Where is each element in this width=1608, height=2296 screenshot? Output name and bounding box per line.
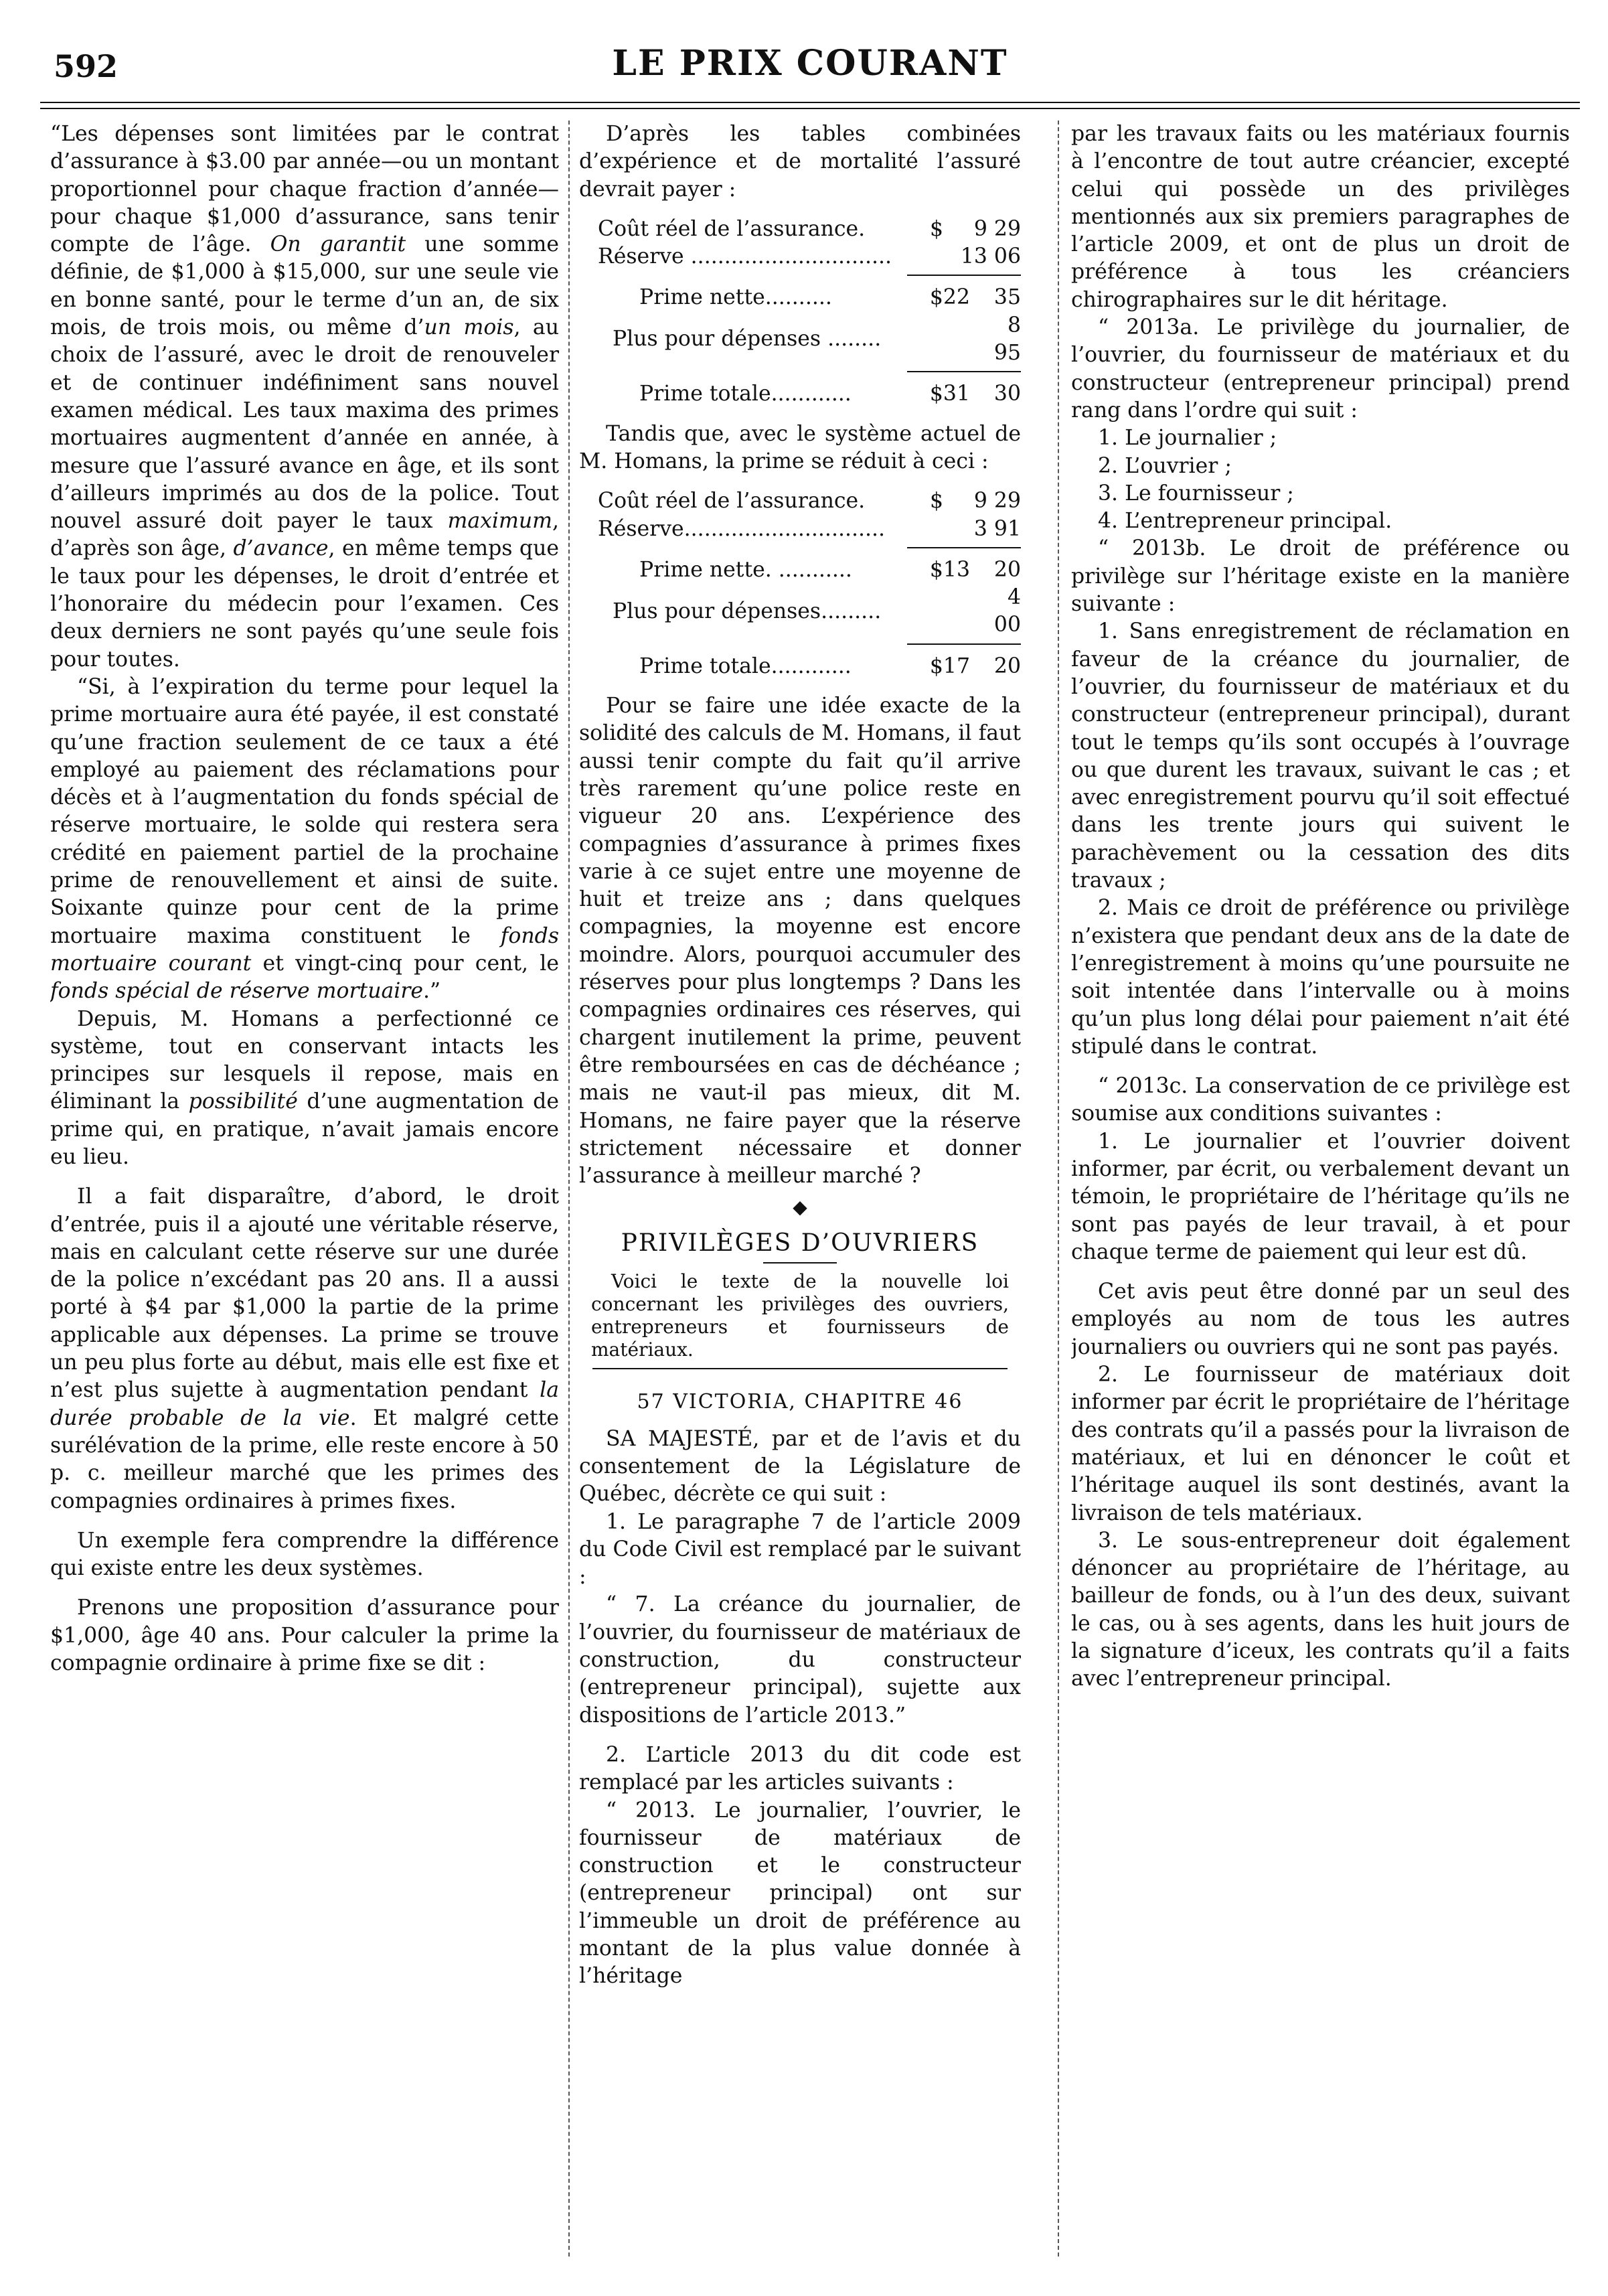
table-row: Prime totale............ $17 20 xyxy=(639,654,1021,678)
sum-rule xyxy=(907,547,1021,548)
page-header xyxy=(54,40,1566,100)
table-row: Coût réel de l’assurance. $ 9 29 xyxy=(598,216,1021,241)
paragraph: Prenons une proposition d’assurance pour $1,000, âge 40 ans. Pour calculer la prime la compagnie ordinaire à prime fixe se dit : xyxy=(50,1596,559,1676)
page-number: 592 xyxy=(54,48,118,84)
paragraph: D’après les tables combinées d’expérience et de mortalité l’assuré devrait payer : xyxy=(579,122,1021,202)
header-rule xyxy=(40,102,1580,109)
sum-rule xyxy=(907,643,1021,645)
paragraph: 3. Le sous-entrepreneur doit également dénoncer au propriétaire de l’héritage, au bailleur de fonds, ou à l’un des deux, suivant le cas, ou à ses agents, dans les huit jours de la signature d’iceux, les contrats qu’il a faits avec l’entrepreneur principal. xyxy=(1071,1528,1570,1691)
paragraph: 2. Mais ce droit de préférence ou privilège n’existera que pendant deux ans de la date de l’enregistrement à moins qu’une poursuite ne soit intentée dans l’intervalle ou à moins qu’un plus long délai pour paiement n’ait été stipulé dans le contrat. xyxy=(1071,896,1570,1059)
section-title: PRIVILÈGES D’OUVRIERS xyxy=(621,1229,979,1257)
paragraph: “ 2013. Le journalier, l’ouvrier, le fournisseur de matériaux de construction et le constructeur (entrepreneur principal) ont sur l’immeuble un droit de préférence au montant de la plus value donnée à l’héritage xyxy=(579,1798,1021,1989)
paragraph: 1. Le journalier et l’ouvrier doivent informer, par écrit, ou verbalement devant un témoin, le propriétaire de l’héritage qu’ils ne sont pas payés de leur travail, à et pour chaque terme de paiement qui leur est dû. xyxy=(1071,1129,1570,1264)
paragraph: “ 7. La créance du journalier, de l’ouvrier, du fournisseur de matériaux de construction, du constructeur (entrepreneur principal), sujette aux dispositions de l’article 2013.” xyxy=(579,1592,1021,1728)
ornament-divider: ◆ xyxy=(793,1196,807,1219)
list-item: 2. L’ouvrier ; xyxy=(1098,453,1232,478)
statute-rule xyxy=(592,1368,1008,1369)
paragraph: “ 2013b. Le droit de préférence ou privilège sur l’héritage existe en la manière suivante : xyxy=(1071,536,1570,617)
table-row: Plus pour dépenses......... 4 00 xyxy=(613,585,1021,637)
table-row: Prime totale............ $31 30 xyxy=(639,382,1021,406)
paragraph: 1. Sans enregistrement de réclamation en faveur de la créance du journalier, de l’ouvrier, du fournisseur de matériaux et du constructeur (entrepreneur principal), durant tout le temps qu’ils sont occupés à l’ouvrage ou que durent les travaux, suivant le cas ; et avec enregistrement pourvu qu’il soit effectué dans les trente jours qui suivent le parachèvement ou la cessation des dits travaux ; xyxy=(1071,619,1570,893)
paragraph: Un exemple fera comprendre la différence qui existe entre les deux systèmes. xyxy=(50,1528,559,1581)
sum-rule xyxy=(907,275,1021,276)
table-row: Plus pour dépenses ........ 8 95 xyxy=(613,313,1021,366)
statute-heading: 57 VICTORIA, CHAPITRE 46 xyxy=(637,1390,963,1414)
paragraph: Tandis que, avec le système actuel de M. Homans, la prime se réduit à ceci : xyxy=(579,421,1021,473)
paragraph: “ 2013c. La conservation de ce privilège est soumise aux conditions suivantes : xyxy=(1071,1074,1570,1126)
table-row: Réserve .............................. 13 06 xyxy=(598,244,1021,269)
paragraph: par les travaux faits ou les matériaux fournis à l’encontre de tout autre créancier, excepté celui qui possède un des privilèges mentionnés aux six premiers paragraphes de l’article 2009, et ont de plus un droit de préférence à tous les créanciers chirographaires sur le dit héritage. xyxy=(1071,122,1570,312)
column-1 xyxy=(50,121,559,2263)
premium-table-homans xyxy=(579,487,1021,543)
column-divider xyxy=(568,121,570,2256)
column-2 xyxy=(579,121,1021,2263)
paragraph: “ 2013a. Le privilège du journalier, de l’ouvrier, du fournisseur de matériaux et du constructeur (entrepreneur principal) prend rang dans l’ordre qui suit : xyxy=(1071,315,1570,423)
column-divider xyxy=(1058,121,1059,2256)
premium-table-homans-net xyxy=(579,556,1021,639)
table-row: Prime nette. ........... $13 20 xyxy=(639,557,1021,582)
paragraph: 2. L’article 2013 du dit code est remplacé par les articles suivants : xyxy=(579,1742,1021,1795)
paragraph: 1. Le paragraphe 7 de l’article 2009 du Code Civil est remplacé par le suivant : xyxy=(579,1509,1021,1590)
paragraph: Il a fait disparaître, d’abord, le droit d’entrée, puis il a ajouté une véritable réserve, mais en calculant cette réserve sur une durée de la police n’excédant pas 20 ans. Il a aussi porté à $4 par $1,000 la partie de la prime applicable aux dépenses. La prime se trouve un peu plus forte au début, mais elle est fixe et n’est plus sujette à augmentation pendant la durée probable de la vie. Et malgré cette surélévation de la prime, elle reste encore à 50 p. c. meilleur marché que les primes des compagnies ordinaires à primes fixes. xyxy=(50,1184,559,1513)
paragraph: “Si, à l’expiration du terme pour lequel la prime mortuaire aura été payée, il est constaté qu’une fraction seulement de ce taux a été employé au paiement des réclamations pour décès et à l’augmentation du fonds spécial de réserve mortuaire, le solde qui restera sera crédité en paiement partiel de la prochaine prime de renouvellement et ainsi de suite. Soixante quinze pour cent de la prime mortuaire maxima constituent le fonds mortuaire courant et vingt-cinq pour cent, le fonds spécial de réserve mortuaire.” xyxy=(50,674,559,1004)
table-row: Réserve.............................. 3 91 xyxy=(598,516,1021,541)
premium-table-homans-total xyxy=(579,653,1021,680)
title-rule xyxy=(763,1262,837,1264)
list-item: 4. L’entrepreneur principal. xyxy=(1098,509,1392,534)
premium-table-ordinary-total xyxy=(579,380,1021,408)
section-intro: Voici le texte de la nouvelle loi concernant les privilèges des ouvriers, entrepreneurs et fournisseurs de matériaux. xyxy=(591,1270,1009,1361)
column-3 xyxy=(1071,121,1570,2263)
journal-title: LE PRIX COURANT xyxy=(612,43,1008,84)
paragraph: “Les dépenses sont limitées par le contrat d’assurance à $3.00 par année—ou un montant proportionnel pour chaque fraction d’année—pour chaque $1,000 d’assurance, sans tenir compte de l’âge. On garantit une somme définie, de $1,000 à $15,000, sur une seule vie en bonne santé, pour le terme d’un an, de six mois, de trois mois, ou même d’un mois, au choix de l’assuré, avec le droit de renouveler et de continuer indéfiniment sans nouvel examen médical. Les taux maxima des primes mortuaires augmentent d’année en année, à mesure que l’assuré avance en âge, et ils sont d’ailleurs imprimés au dos de la police. Tout nouvel assuré doit payer le taux maximum, d’après son âge, d’avance, en même temps que le taux pour les dépenses, le droit d’entrée et l’honoraire du médecin pour l’examen. Ces deux derniers ne sont payés qu’une seule fois pour toutes. xyxy=(50,122,559,672)
paragraph: Depuis, M. Homans a perfectionné ce système, tout en conservant intacts les principes sur lesquels il repose, mais en éliminant la possibilité d’une augmentation de prime qui, en pratique, n’avait jamais encore eu lieu. xyxy=(50,1006,559,1169)
table-row: Coût réel de l’assurance. $ 9 29 xyxy=(598,489,1021,514)
paragraph: 2. Le fournisseur de matériaux doit informer par écrit le propriétaire de l’héritage des contrats qu’il a passés pour la livraison de matériaux, et lui en dénoncer le coût et l’héritage auquel ils sont destinés, avant la livraison de tels matériaux. xyxy=(1071,1363,1570,1525)
premium-table-ordinary-net xyxy=(579,284,1021,367)
paragraph: Cet avis peut être donné par un seul des employés au nom de tous les autres journaliers ou ouvriers qui ne sont pas payés. xyxy=(1071,1280,1570,1359)
premium-table-ordinary xyxy=(579,216,1021,271)
list-item: 3. Le fournisseur ; xyxy=(1098,481,1294,506)
table-row: Prime nette.......... $22 35 xyxy=(639,285,1021,310)
paragraph: Pour se faire une idée exacte de la solidité des calculs de M. Homans, il faut aussi tenir compte du fait qu’il arrive très rarement qu’une police reste en vigueur 20 ans. L’expérience des compagnies d’assurance à primes fixes varie à ce sujet entre une moyenne de huit et treize ans ; dans quelques compagnies, la moyenne est encore moindre. Alors, pourquoi accumuler des réserves pour plus longtemps ? Dans les compagnies ordinaires ces réserves, qui chargent inutilement la prime, peuvent être remboursées en cas de déchéance ; mais ne vaut-il pas mieux, dit M. Homans, ne faire payer que la réserve strictement nécessaire et donner l’assurance à meilleur marché ? xyxy=(579,694,1021,1189)
list-item: 1. Le journalier ; xyxy=(1098,426,1277,451)
paragraph: SA MAJESTÉ, par et de l’avis et du consentement de la Législature de Québec, décrète ce qui suit : xyxy=(579,1426,1021,1507)
sum-rule xyxy=(907,371,1021,372)
